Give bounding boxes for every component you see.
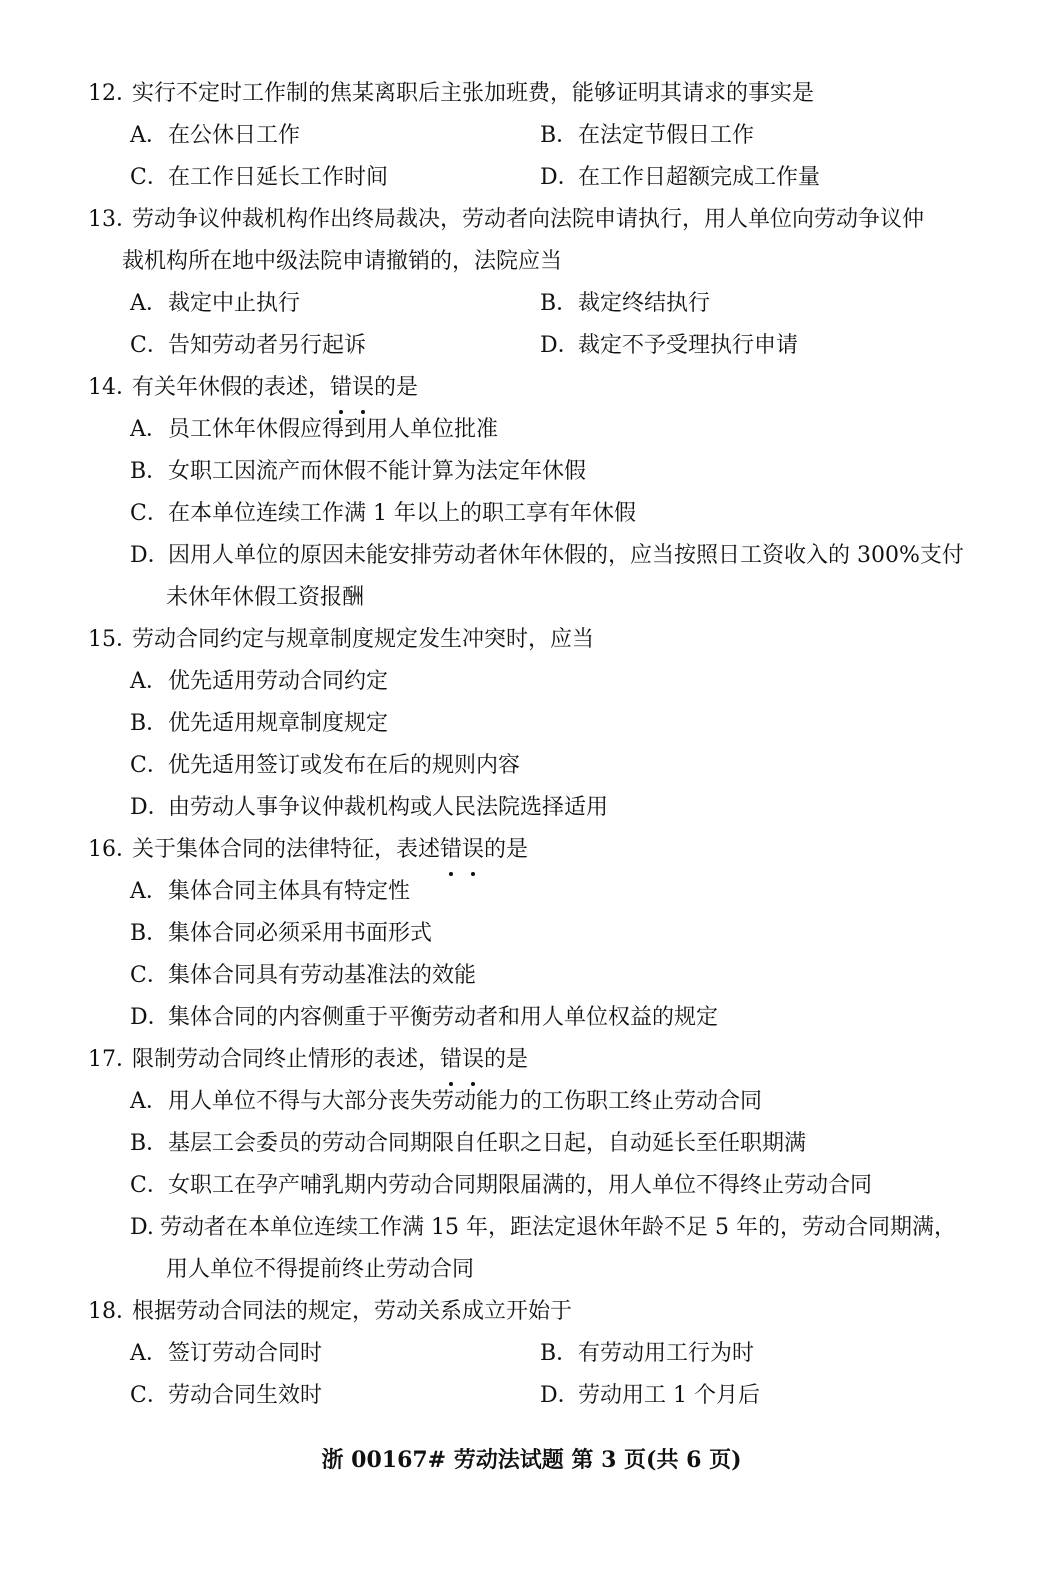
option-b: B．在法定节假日工作 [540, 123, 755, 148]
option-a: A．优先适用劳动合同约定 [130, 669, 389, 694]
question-number: 15． [88, 627, 138, 652]
option-b: B．基层工会委员的劳动合同期限自任职之日起，自动延长至任职期满 [130, 1131, 807, 1156]
question-15 [88, 620, 988, 660]
option-c: C．女职工在孕产哺乳期内劳动合同期限届满的，用人单位不得终止劳动合同 [130, 1173, 873, 1198]
question-stem: 根据劳动合同法的规定，劳动关系成立开始于 [132, 1299, 573, 1324]
emphasis-dot: 错 [440, 1040, 462, 1080]
question-number: 13． [88, 207, 138, 232]
emphasis-dot: 错 [330, 368, 352, 408]
question-12 [88, 74, 988, 114]
option-a: A．员工休年休假应得到用人单位批准 [130, 417, 499, 442]
option-c: C．在本单位连续工作满 1 年以上的职工享有年休假 [130, 501, 636, 526]
option-c: C．优先适用签订或发布在后的规则内容 [130, 753, 521, 778]
option-b: B．集体合同必须采用书面形式 [130, 921, 433, 946]
emphasis-dot: 错 [440, 830, 462, 870]
option-d: D．因用人单位的原因未能安排劳动者休年休假的，应当按照日工资收入的 300%支付 [130, 543, 964, 568]
emphasis-dot: 误 [352, 368, 374, 408]
option-b: B．有劳动用工行为时 [540, 1341, 755, 1366]
emphasis-dot: 误 [462, 830, 484, 870]
question-number: 12． [88, 81, 138, 106]
option-a: A．签订劳动合同时 [130, 1341, 323, 1366]
question-stem-continued: 裁机构所在地中级法院申请撤销的，法院应当 [122, 249, 563, 274]
option-d-continued: 未休年休假工资报酬 [166, 585, 365, 610]
option-d: D．裁定不予受理执行申请 [540, 333, 799, 358]
option-d: D．由劳动人事争议仲裁机构或人民法院选择适用 [130, 795, 609, 820]
question-13 [88, 200, 988, 240]
option-c: C．劳动合同生效时 [130, 1383, 323, 1408]
question-18 [88, 1292, 988, 1332]
option-d: D．集体合同的内容侧重于平衡劳动者和用人单位权益的规定 [130, 1005, 719, 1030]
option-b: B．女职工因流产而休假不能计算为法定年休假 [130, 459, 587, 484]
option-a: A．裁定中止执行 [130, 291, 301, 316]
question-stem: 实行不定时工作制的焦某离职后主张加班费，能够证明其请求的事实是 [132, 81, 815, 106]
question-17: 17．限制劳动合同终止情形的表述，错误的是 [88, 1040, 988, 1080]
emphasis-dot: 误 [462, 1040, 484, 1080]
question-number: 16． [88, 837, 138, 862]
question-16: 16．关于集体合同的法律特征，表述错误的是 [88, 830, 988, 870]
option-a: A．在公休日工作 [130, 123, 301, 148]
question-14: 14．有关年休假的表述，错误的是 [88, 368, 988, 408]
page-footer: 浙 00167# 劳动法试题 第 3 页(共 6 页) [321, 1447, 742, 1473]
option-c: C．在工作日延长工作时间 [130, 165, 389, 190]
question-stem: 劳动合同约定与规章制度规定发生冲突时，应当 [132, 627, 595, 652]
question-number: 17． [88, 1047, 138, 1072]
option-b: B．优先适用规章制度规定 [130, 711, 389, 736]
question-stem: 劳动争议仲裁机构作出终局裁决，劳动者向法院申请执行，用人单位向劳动争议仲 [132, 207, 925, 232]
option-c: C．告知劳动者另行起诉 [130, 333, 367, 358]
question-number: 14． [88, 375, 138, 400]
option-d: D. 劳动者在本单位连续工作满 15 年，距法定退休年龄不足 5 年的，劳动合同期满， [130, 1215, 956, 1240]
option-a: A．集体合同主体具有特定性 [130, 879, 411, 904]
option-a: A．用人单位不得与大部分丧失劳动能力的工伤职工终止劳动合同 [130, 1089, 763, 1114]
option-c: C．集体合同具有劳动基准法的效能 [130, 963, 477, 988]
option-d: D．劳动用工 1 个月后 [540, 1383, 760, 1408]
option-b: B．裁定终结执行 [540, 291, 711, 316]
option-d: D．在工作日超额完成工作量 [540, 165, 821, 190]
option-d-continued: 用人单位不得提前终止劳动合同 [166, 1257, 475, 1282]
question-number: 18． [88, 1299, 138, 1324]
